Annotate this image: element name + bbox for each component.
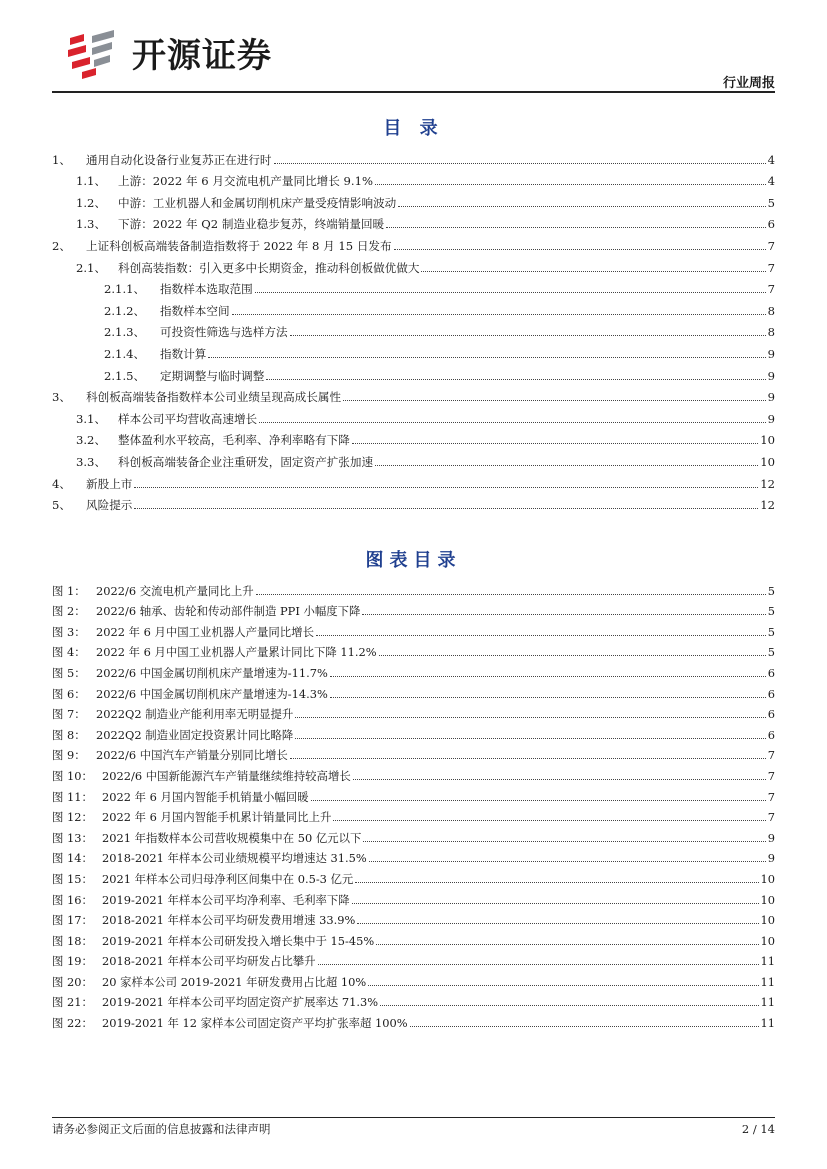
toc-entry-number: 2.1.1、 [104, 282, 146, 297]
figure-entry-page: 7 [767, 768, 775, 783]
header-divider [52, 91, 775, 93]
toc-entry[interactable] [52, 318, 775, 340]
figure-entry-title: 2022 年 6 月国内智能手机销量小幅回暖 [102, 789, 309, 804]
toc-entry[interactable] [52, 296, 775, 318]
toc-entry[interactable] [52, 447, 775, 469]
figure-entry[interactable] [52, 721, 775, 742]
toc-entry-page: 9 [767, 368, 775, 383]
figure-entry[interactable] [52, 659, 775, 680]
toc-entry-title: 指数样本选取范围 [160, 282, 253, 297]
dot-leader [259, 422, 765, 423]
toc-entry[interactable] [52, 188, 775, 210]
figure-entry-title: 2018-2021 年样本公司业绩规模平均增速达 31.5% [102, 851, 367, 866]
toc-entry-title: 上证科创板高端装备制造指数将于 2022 年 8 月 15 日发布 [86, 238, 392, 253]
figure-entry-title: 2022 年 6 月中国工业机器人产量累计同比下降 11.2% [96, 645, 377, 660]
toc-entry-number: 3.2、 [76, 433, 107, 448]
figure-entry-page: 6 [767, 727, 775, 742]
figure-entry-title: 2022/6 中国金属切削机床产量增速为-11.7% [96, 665, 328, 680]
figure-entry-page: 10 [760, 913, 775, 928]
figure-entry[interactable] [52, 907, 775, 928]
figure-entry-page: 7 [767, 810, 775, 825]
toc-entry-number: 3、 [52, 390, 71, 405]
dot-leader [353, 779, 766, 780]
toc-entry-title: 定期调整与临时调整 [160, 368, 265, 383]
figure-entry[interactable] [52, 598, 775, 619]
toc-entry-title: 风险提示 [86, 498, 133, 513]
dot-leader [232, 314, 766, 315]
figure-entry-label: 图 19： [52, 954, 93, 969]
figure-entry-label: 图 7： [52, 707, 86, 722]
toc-entry-title: 样本公司平均营收高速增长 [118, 411, 258, 426]
document-type: 行业周报 [722, 76, 775, 91]
dot-leader [362, 614, 765, 615]
toc-entry[interactable] [52, 231, 775, 253]
toc-entry[interactable] [52, 253, 775, 275]
figure-entry-label: 图 22： [52, 1016, 93, 1031]
figure-entry-label: 图 9： [52, 748, 86, 763]
dot-leader [330, 676, 766, 677]
figure-entry-page: 11 [760, 995, 775, 1010]
figure-entry-label: 图 13： [52, 830, 93, 845]
toc-entry-title: 上游：2022 年 6 月交流电机产量同比增长 9.1% [118, 174, 373, 189]
dot-leader [363, 841, 765, 842]
figure-entry-label: 图 21： [52, 995, 93, 1010]
figure-entry-page: 5 [767, 604, 775, 619]
figure-entry-page: 5 [767, 645, 775, 660]
figure-entry[interactable] [52, 762, 775, 783]
toc-entry-page: 9 [767, 346, 775, 361]
figure-entry-label: 图 17： [52, 913, 93, 928]
dot-leader [333, 820, 765, 821]
dot-leader [290, 758, 766, 759]
dot-leader [316, 635, 766, 636]
figure-entry-page: 10 [760, 871, 775, 886]
toc-entry-title: 通用自动化设备行业复苏正在进行时 [86, 152, 272, 167]
toc-entry-title: 科创板高端装备企业注重研发，固定资产扩张加速 [118, 454, 374, 469]
figure-entry-page: 10 [760, 933, 775, 948]
dot-leader [352, 443, 758, 444]
dot-leader [355, 882, 758, 883]
figure-entry[interactable] [52, 968, 775, 989]
figure-entry-title: 2022/6 交流电机产量同比上升 [96, 583, 254, 598]
toc-entry[interactable] [52, 361, 775, 383]
page-number: 2 / 14 [741, 1122, 775, 1136]
figure-entry[interactable] [52, 824, 775, 845]
figure-entry-label: 图 1： [52, 583, 86, 598]
figure-entry[interactable] [52, 989, 775, 1010]
figure-entry-label: 图 14： [52, 851, 93, 866]
figure-entry-title: 2022Q2 制造业产能利用率无明显提升 [96, 707, 294, 722]
figure-entry-title: 2022Q2 制造业固定投资累计同比略降 [96, 727, 294, 742]
figure-entry[interactable] [52, 639, 775, 660]
toc-entry-number: 4、 [52, 476, 71, 491]
figure-entry-title: 2021 年样本公司归母净利区间集中在 0.5-3 亿元 [102, 871, 354, 886]
footer-divider [52, 1117, 775, 1118]
figure-entry[interactable] [52, 701, 775, 722]
dot-leader [255, 292, 766, 293]
dot-leader [379, 655, 766, 656]
toc-entry-page: 8 [767, 303, 775, 318]
figure-entry-title: 2019-2021 年 12 家样本公司固定资产平均扩张率超 100% [102, 1016, 408, 1031]
toc-title: 目 录 [383, 118, 444, 139]
dot-leader [295, 738, 765, 739]
toc-entry[interactable] [52, 275, 775, 297]
toc-entry-number: 2.1.4、 [104, 346, 146, 361]
toc-entry[interactable] [52, 339, 775, 361]
toc-list [52, 145, 775, 512]
dot-leader [311, 800, 766, 801]
toc-entry[interactable] [52, 469, 775, 491]
dot-leader [266, 379, 765, 380]
figure-entry-label: 图 12： [52, 810, 93, 825]
toc-entry[interactable] [52, 404, 775, 426]
toc-entry-page: 7 [767, 260, 775, 275]
dot-leader [256, 594, 766, 595]
toc-entry-page: 4 [767, 152, 775, 167]
figure-entry-title: 2019-2021 年样本公司平均固定资产扩展率达 71.3% [102, 995, 379, 1010]
figure-entry-label: 图 11： [52, 789, 93, 804]
figure-entry-page: 9 [767, 851, 775, 866]
toc-entry-page: 7 [767, 238, 775, 253]
dot-leader [134, 487, 758, 488]
dot-leader [375, 184, 766, 185]
toc-entry-number: 2.1.2、 [104, 303, 146, 318]
toc-entry-page: 8 [767, 325, 775, 340]
toc-entry-title: 整体盈利水平较高，毛利率、净利率略有下降 [118, 433, 350, 448]
figure-entry-page: 6 [767, 665, 775, 680]
dot-leader [352, 903, 759, 904]
dot-leader [375, 465, 758, 466]
toc-entry-page: 4 [767, 174, 775, 189]
figure-entry-label: 图 10： [52, 768, 93, 783]
figure-entry-page: 5 [767, 624, 775, 639]
footer-disclaimer: 请务必参阅正文后面的信息披露和法律声明 [52, 1122, 271, 1136]
figure-entry-page: 5 [767, 583, 775, 598]
figure-entry-title: 2021 年指数样本公司营收规模集中在 50 亿元以下 [102, 830, 362, 845]
toc-entry-number: 5、 [52, 498, 71, 513]
dot-leader [208, 357, 765, 358]
dot-leader [421, 271, 765, 272]
toc-entry-number: 2.1、 [76, 260, 107, 275]
figure-entry[interactable] [52, 742, 775, 763]
dot-leader [318, 964, 759, 965]
dot-leader [134, 508, 758, 509]
figure-entry-title: 2019-2021 年样本公司平均净利率、毛利率下降 [102, 892, 350, 907]
figure-entry-page: 11 [760, 974, 775, 989]
figure-entry-label: 图 18： [52, 933, 93, 948]
figure-entry[interactable] [52, 1009, 775, 1030]
toc-entry-title: 指数样本空间 [160, 303, 230, 318]
dot-leader [410, 1026, 759, 1027]
figure-entry[interactable] [52, 783, 775, 804]
figure-entry[interactable] [52, 680, 775, 701]
toc-entry[interactable] [52, 167, 775, 189]
figure-entry-title: 2022/6 轴承、齿轮和传动部件制造 PPI 小幅度下降 [96, 604, 361, 619]
toc-entry-number: 2.1.5、 [104, 368, 146, 383]
figure-entry[interactable] [52, 845, 775, 866]
dot-leader [394, 249, 766, 250]
figure-entry-title: 20 家样本公司 2019-2021 年研发费用占比超 10% [102, 974, 367, 989]
figure-entry[interactable] [52, 577, 775, 598]
toc-entry-title: 下游：2022 年 Q2 制造业稳步复苏，终端销量回暖 [118, 217, 385, 232]
dot-leader [330, 697, 766, 698]
toc-entry-page: 9 [767, 411, 775, 426]
toc-entry[interactable] [52, 426, 775, 448]
toc-entry[interactable] [52, 383, 775, 405]
toc-entry-title: 指数计算 [160, 346, 207, 361]
figure-entry-label: 图 8： [52, 727, 86, 742]
toc-entry-title: 科创高装指数：引入更多中长期资金，推动科创板做优做大 [118, 260, 420, 275]
toc-entry-page: 10 [760, 454, 775, 469]
figure-entry-title: 2019-2021 年样本公司研发投入增长集中于 15-45% [102, 933, 375, 948]
toc-entry-title: 中游：工业机器人和金属切削机床产量受疫情影响波动 [118, 195, 397, 210]
figure-entry-label: 图 20： [52, 974, 93, 989]
dot-leader [386, 227, 765, 228]
toc-entry[interactable] [52, 210, 775, 232]
dot-leader [343, 400, 766, 401]
toc-entry-page: 12 [760, 498, 775, 513]
figure-entry-label: 图 5： [52, 665, 86, 680]
figures-list [52, 577, 775, 1030]
figure-entry-label: 图 15： [52, 871, 93, 886]
figure-entry-page: 6 [767, 707, 775, 722]
figure-entry-page: 7 [767, 789, 775, 804]
toc-entry-number: 1.1、 [76, 174, 107, 189]
figure-entry-page: 11 [760, 1016, 775, 1031]
toc-entry-page: 5 [767, 195, 775, 210]
page-header [52, 18, 775, 90]
toc-entry-number: 3.1、 [76, 411, 107, 426]
dot-leader [376, 944, 758, 945]
toc-entry-title: 新股上市 [86, 476, 133, 491]
brand-logo-icon [66, 28, 118, 80]
figure-entry-page: 6 [767, 686, 775, 701]
figure-entry[interactable] [52, 927, 775, 948]
toc-entry-number: 3.3、 [76, 454, 107, 469]
dot-leader [274, 163, 766, 164]
toc-entry-page: 9 [767, 390, 775, 405]
toc-entry-number: 2.1.3、 [104, 325, 146, 340]
figure-entry-label: 图 2： [52, 604, 86, 619]
figure-entry-page: 10 [760, 892, 775, 907]
toc-entry-title: 科创板高端装备指数样本公司业绩呈现高成长属性 [86, 390, 342, 405]
figure-entry-title: 2022/6 中国金属切削机床产量增速为-14.3% [96, 686, 328, 701]
figure-entry-label: 图 4： [52, 645, 86, 660]
brand-name: 开源证券 [132, 36, 272, 76]
toc-entry-page: 12 [760, 476, 775, 491]
figure-entry-title: 2018-2021 年样本公司平均研发费用增速 33.9% [102, 913, 356, 928]
figure-entry-page: 7 [767, 748, 775, 763]
figure-entry-title: 2018-2021 年样本公司平均研发占比攀升 [102, 954, 316, 969]
figure-entry-label: 图 16： [52, 892, 93, 907]
dot-leader [380, 1005, 758, 1006]
figure-entry-label: 图 6： [52, 686, 86, 701]
toc-entry-page: 10 [760, 433, 775, 448]
dot-leader [290, 335, 766, 336]
figure-entry-title: 2022 年 6 月中国工业机器人产量同比增长 [96, 624, 314, 639]
figure-entry-page: 9 [767, 830, 775, 845]
toc-entry-number: 1.2、 [76, 195, 107, 210]
figure-entry[interactable] [52, 804, 775, 825]
figure-entry-title: 2022/6 中国新能源汽车产销量继续维持较高增长 [102, 768, 351, 783]
figure-entry-label: 图 3： [52, 624, 86, 639]
figure-entry[interactable] [52, 618, 775, 639]
dot-leader [369, 861, 766, 862]
toc-entry-page: 7 [767, 282, 775, 297]
figure-entry-page: 11 [760, 954, 775, 969]
dot-leader [295, 717, 765, 718]
toc-entry-number: 2、 [52, 238, 71, 253]
toc-entry-title: 可投资性筛选与选样方法 [160, 325, 288, 340]
dot-leader [398, 206, 765, 207]
figure-entry-title: 2022 年 6 月国内智能手机累计销量同比上升 [102, 810, 332, 825]
dot-leader [368, 985, 758, 986]
dot-leader [357, 923, 758, 924]
figure-entry[interactable] [52, 865, 775, 886]
figure-entry[interactable] [52, 886, 775, 907]
figure-entry-title: 2022/6 中国汽车产销量分别同比增长 [96, 748, 288, 763]
toc-entry-number: 1.3、 [76, 217, 107, 232]
figure-entry[interactable] [52, 948, 775, 969]
toc-entry[interactable] [52, 491, 775, 513]
figures-title: 图表目录 [365, 550, 462, 571]
toc-entry-number: 1、 [52, 152, 71, 167]
toc-entry[interactable] [52, 145, 775, 167]
toc-entry-page: 6 [767, 217, 775, 232]
